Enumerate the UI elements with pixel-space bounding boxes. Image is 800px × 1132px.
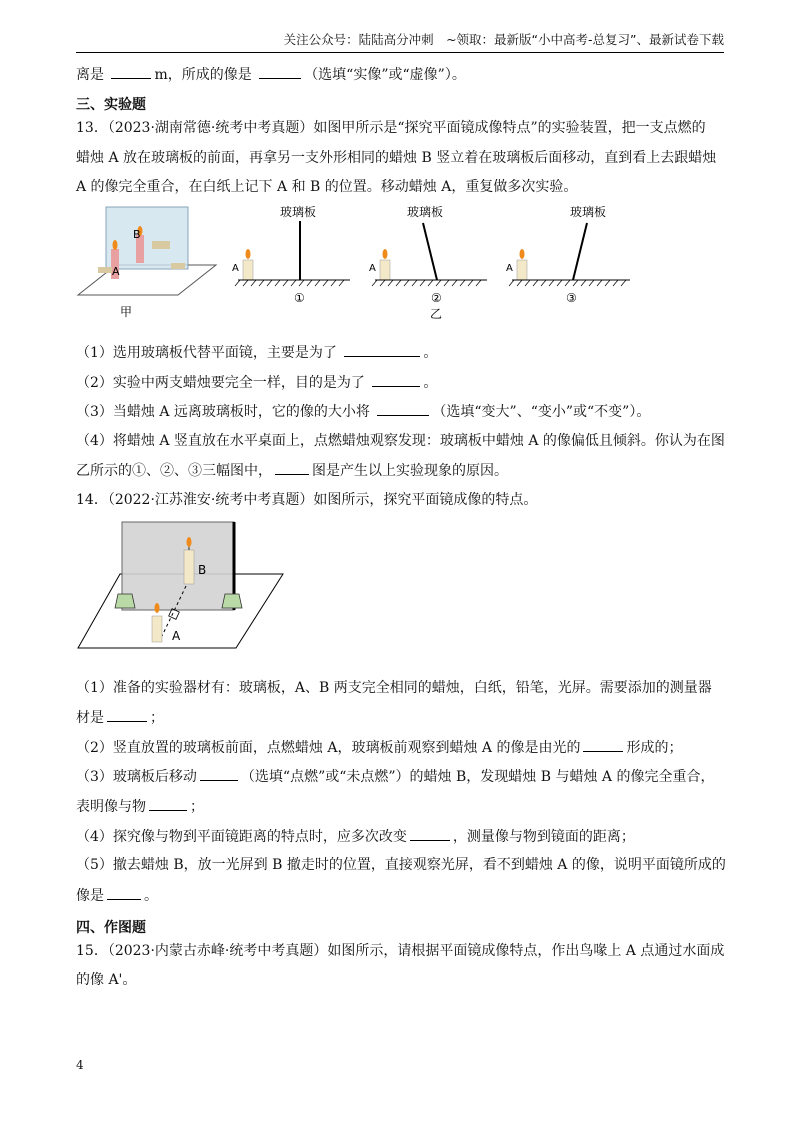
page-number: 4 bbox=[76, 1058, 84, 1072]
text-line: 像是 。 bbox=[76, 885, 158, 906]
sub-question: （3）当蜡烛 A 远离玻璃板时，它的像的大小将 （选填“变大”、“变小”或“不变”）。 bbox=[76, 401, 650, 422]
glass-label: 玻璃板 bbox=[570, 205, 607, 219]
sub-question: （3）玻璃板后移动 （选填“点燃”或“未点燃”）的蜡烛 B，发现蜡烛 B 与蜡烛 A 的像完全重合， bbox=[76, 766, 715, 787]
label-a: A bbox=[506, 263, 513, 274]
section-title: 三、实验题 bbox=[76, 97, 146, 113]
figure-yi bbox=[230, 205, 640, 320]
label-a: A bbox=[172, 629, 181, 643]
text-line: 表明像与物 ； bbox=[76, 796, 204, 817]
text-line: 材是 ； bbox=[76, 707, 164, 728]
glass-label: 玻璃板 bbox=[280, 205, 317, 219]
label-b: B bbox=[133, 228, 141, 241]
sub-question: （1）选用玻璃板代替平面镜，主要是为了 。 bbox=[76, 342, 437, 363]
question-14: 14．（2022·江苏淮安·统考中考真题）如图所示，探究平面镜成像的特点。 bbox=[76, 492, 538, 508]
diagram-3 bbox=[506, 204, 630, 305]
text-line: A 的像完全重合，在白纸上记下 A 和 B 的位置。移动蜡烛 A，重复做多次实验。 bbox=[76, 179, 578, 195]
sub-question: （5）撤去蜡烛 B，放一光屏到 B 撤走时的位置，直接观察光屏，看不到蜡烛 A 的像，说明平面镜所成的 bbox=[76, 857, 726, 873]
number-3: ③ bbox=[566, 291, 577, 305]
text-line: 离是 m，所成的像是 （选填“实像”或“虚像”）。 bbox=[76, 64, 466, 85]
question-15: 15．（2023·内蒙古赤峰·统考中考真题）如图所示，请根据平面镜成像特点，作出鸟喙上 A 点通过水面成 bbox=[76, 943, 725, 959]
page-header: 关注公众号：陆陆高分冲刺 ~领取：最新版“小中高考-总复习”、最新试卷下载 bbox=[76, 30, 724, 53]
sub-question: （2）实验中两支蜡烛要完全一样，目的是为了 。 bbox=[76, 372, 437, 393]
label-b: B bbox=[198, 563, 207, 577]
text-line: 乙所示的①、②、③三幅图中， 图是产生以上实验现象的原因。 bbox=[76, 460, 508, 481]
diagram-1 bbox=[232, 204, 350, 305]
sub-question: （4）探究像与物到平面镜距离的特点时，应多次改变 ，测量像与物到镜面的距离； bbox=[76, 826, 635, 847]
sub-question: （2）竖直放置的玻璃板前面，点燃蜡烛 A，玻璃板前观察到蜡烛 A 的像是由光的 形成的； bbox=[76, 737, 682, 758]
question-13: 13．（2023·湖南常德·统考中考真题）如图甲所示是“探究平面镜成像特点”的实验装置，把一支点燃的 bbox=[76, 120, 706, 136]
number-1: ① bbox=[294, 291, 305, 305]
figure-caption: 乙 bbox=[430, 307, 443, 321]
number-2: ② bbox=[431, 291, 442, 305]
text-line: 的像 A'。 bbox=[76, 972, 137, 988]
sub-question: （1）准备的实验器材有：玻璃板，A、B 两支完全相同的蜡烛，白纸，铅笔，光屏。需要添加的测量器 bbox=[76, 680, 712, 696]
section-title: 四、作图题 bbox=[76, 920, 146, 936]
label-a: A bbox=[112, 265, 120, 278]
diagram-2 bbox=[369, 204, 487, 321]
label-a: A bbox=[232, 263, 239, 274]
glass-label: 玻璃板 bbox=[407, 205, 444, 219]
figure-14 bbox=[78, 518, 283, 656]
figure-caption: 甲 bbox=[120, 305, 133, 319]
sub-question: （4）将蜡烛 A 竖直放在水平桌面上，点燃蜡烛观察发现：玻璃板中蜡烛 A 的像偏低且倾斜。你认为在图 bbox=[76, 433, 725, 449]
label-a: A bbox=[369, 263, 376, 274]
figure-jia bbox=[76, 205, 216, 320]
text-line: 蜡烛 A 放在玻璃板的前面，再拿另一支外形相同的蜡烛 B 竖立着在玻璃板后面移动，直到看上去跟蜡烛 bbox=[76, 150, 717, 166]
